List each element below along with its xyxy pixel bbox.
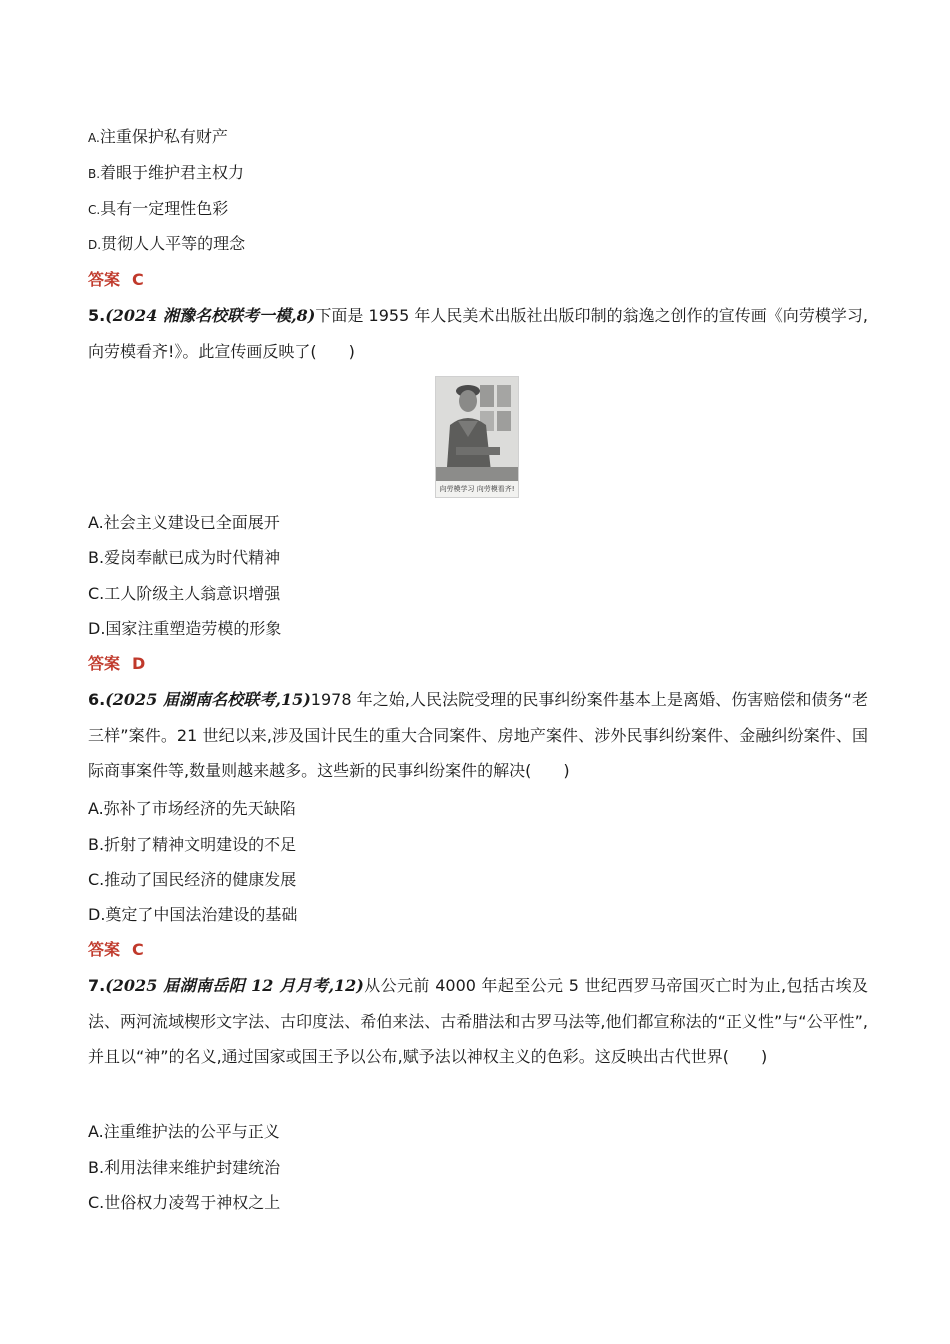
propaganda-poster-image — [435, 376, 519, 498]
q5-option-a: A.社会主义建设已全面展开 — [88, 513, 280, 532]
q4-option-b: B.着眼于维护君主权力 — [88, 163, 245, 182]
q6-option-d: D.奠定了中国法治建设的基础 — [88, 905, 298, 924]
q4-option-c: C.具有一定理性色彩 — [88, 199, 229, 218]
q5-option-b: B.爱岗奉献已成为时代精神 — [88, 548, 281, 567]
q6-option-b: B.折射了精神文明建设的不足 — [88, 835, 297, 854]
q6-answer: 答案 C — [88, 940, 144, 959]
poster-caption: 向劳模学习 向劳模看齐! — [436, 481, 518, 497]
q6-stem: 6.(2025 届湖南名校联考,15)1978 年之始,人民法院受理的民事纠纷案件基本上是离婚、伤害赔偿和债务“老三样”案件。21 世纪以来,涉及国计民生的重大合同案件、房地产案件、涉外民事纠纷案件、金融纠纷案件、国际商事案件等,数量则越来越多。这些新的民事纠纷案件的解决( ) — [88, 690, 868, 780]
poster-illustration — [436, 377, 518, 481]
q4-answer: 答案 C — [88, 270, 144, 289]
q6-option-a: A.弥补了市场经济的先天缺陷 — [88, 799, 296, 818]
q4-option-a: A.注重保护私有财产 — [88, 127, 228, 146]
q7-stem: 7.(2025 届湖南岳阳 12 月月考,12)从公元前 4000 年起至公元 5 世纪西罗马帝国灭亡时为止,包括古埃及法、两河流域楔形文字法、古印度法、希伯来法、古希腊法和古罗马法等,他们都宣称法的“正义性”与“公平性”,并且以“神”的名义,通过国家或国王予以公布,赋予法以神权主义的色彩。这反映出古代世界( ) — [88, 976, 868, 1066]
q7-option-b: B.利用法律来维护封建统治 — [88, 1158, 281, 1177]
q5-stem: 5.(2024 湘豫名校联考一模,8)下面是 1955 年人民美术出版社出版印制的翁逸之创作的宣传画《向劳模学习,向劳模看齐!》。此宣传画反映了( ) — [88, 306, 868, 361]
q5-answer: 答案 D — [88, 654, 146, 673]
q5-option-c: C.工人阶级主人翁意识增强 — [88, 584, 281, 603]
q4-option-d: D.贯彻人人平等的理念 — [88, 234, 246, 253]
q7-option-c: C.世俗权力凌驾于神权之上 — [88, 1193, 281, 1212]
q7-option-a: A.注重维护法的公平与正义 — [88, 1122, 280, 1141]
q5-option-d: D.国家注重塑造劳模的形象 — [88, 619, 282, 638]
q6-option-c: C.推动了国民经济的健康发展 — [88, 870, 297, 889]
